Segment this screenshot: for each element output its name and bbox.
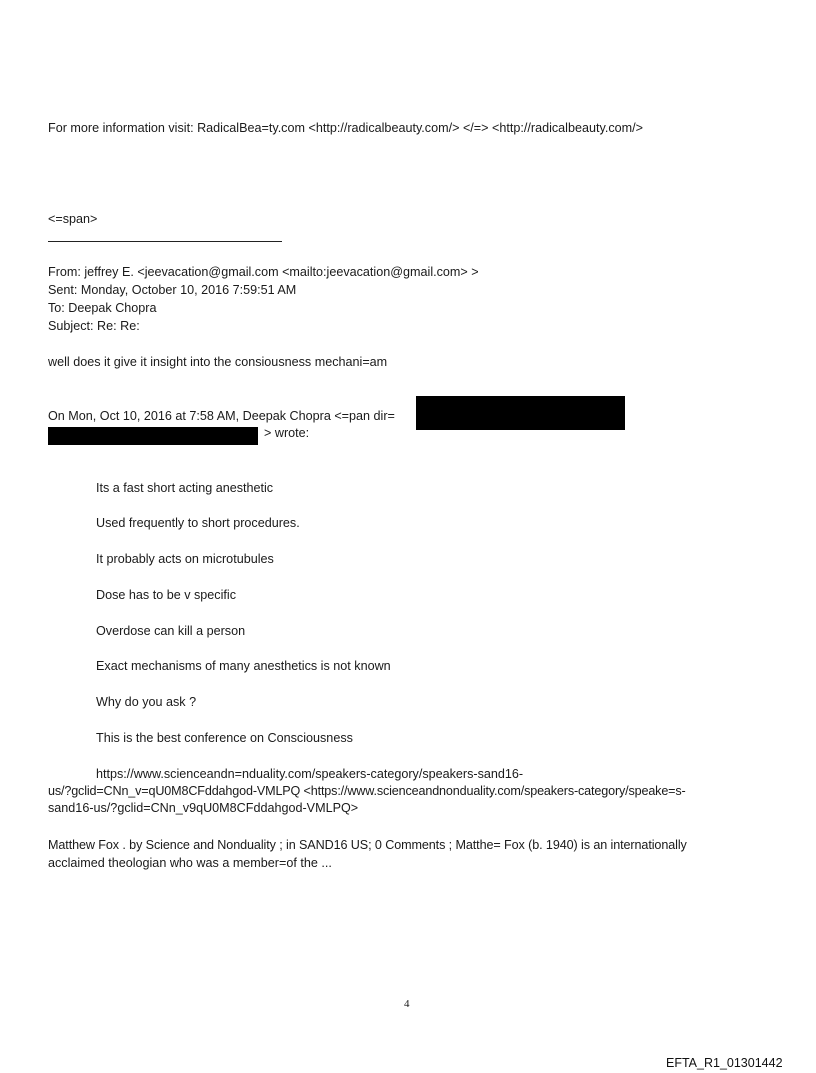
document-id: EFTA_R1_01301442	[666, 1056, 783, 1070]
quoted-line: This is the best conference on Consciousness	[96, 731, 353, 745]
header-sent: Sent: Monday, October 10, 2016 7:59:51 AM	[48, 283, 297, 297]
span-tag-text: <=span>	[48, 212, 98, 226]
quoted-line: Its a fast short acting anesthetic	[96, 481, 274, 495]
reply-body: well does it give it insight into the consiousness mechani=am	[48, 355, 388, 369]
url-line-2: us/?gclid=CNn_v=qU0M8CFddahgod-VMLPQ <https://www.scienceandnonduality.com/speakers-category/speake=s-	[48, 784, 686, 798]
header-from: From: jeffrey E. <jeevacation@gmail.com <mailto:jeevacation@gmail.com> >	[48, 265, 479, 279]
header-to: To: Deepak Chopra	[48, 301, 157, 315]
quoted-line: Dose has to be v specific	[96, 588, 237, 602]
quoted-line: It probably acts on microtubules	[96, 552, 274, 566]
header-subject: Subject: Re: Re:	[48, 319, 140, 333]
quoted-line: Overdose can kill a person	[96, 624, 246, 638]
quoted-line: Used frequently to short procedures.	[96, 516, 300, 530]
attribution-line-2: > wrote:	[264, 426, 310, 440]
attribution-line-1: On Mon, Oct 10, 2016 at 7:58 AM, Deepak Chopra <=pan dir=	[48, 409, 395, 423]
quoted-line: Why do you ask ?	[96, 695, 197, 709]
separator-rule	[48, 241, 282, 242]
url-line-3: sand16-us/?gclid=CNn_v9qU0M8CFddahgod-VMLPQ>	[48, 801, 359, 815]
redaction-block	[416, 396, 625, 430]
page-number: 4	[404, 998, 410, 1010]
redaction-block	[48, 427, 258, 445]
quoted-line: Exact mechanisms of many anesthetics is not known	[96, 659, 391, 673]
snippet-line-1: Matthew Fox . by Science and Nonduality ; in SAND16 US; 0 Comments ; Matthe= Fox (b. 1940) is an internationally	[48, 838, 687, 852]
snippet-line-2: acclaimed theologian who was a member=of the ...	[48, 856, 332, 870]
info-line: For more information visit: RadicalBea=ty.com <http://radicalbeauty.com/> </=> <http://radicalbeauty.com/>	[48, 121, 643, 135]
url-line-1: https://www.scienceandn=nduality.com/speakers-category/speakers-sand16-	[96, 767, 524, 781]
